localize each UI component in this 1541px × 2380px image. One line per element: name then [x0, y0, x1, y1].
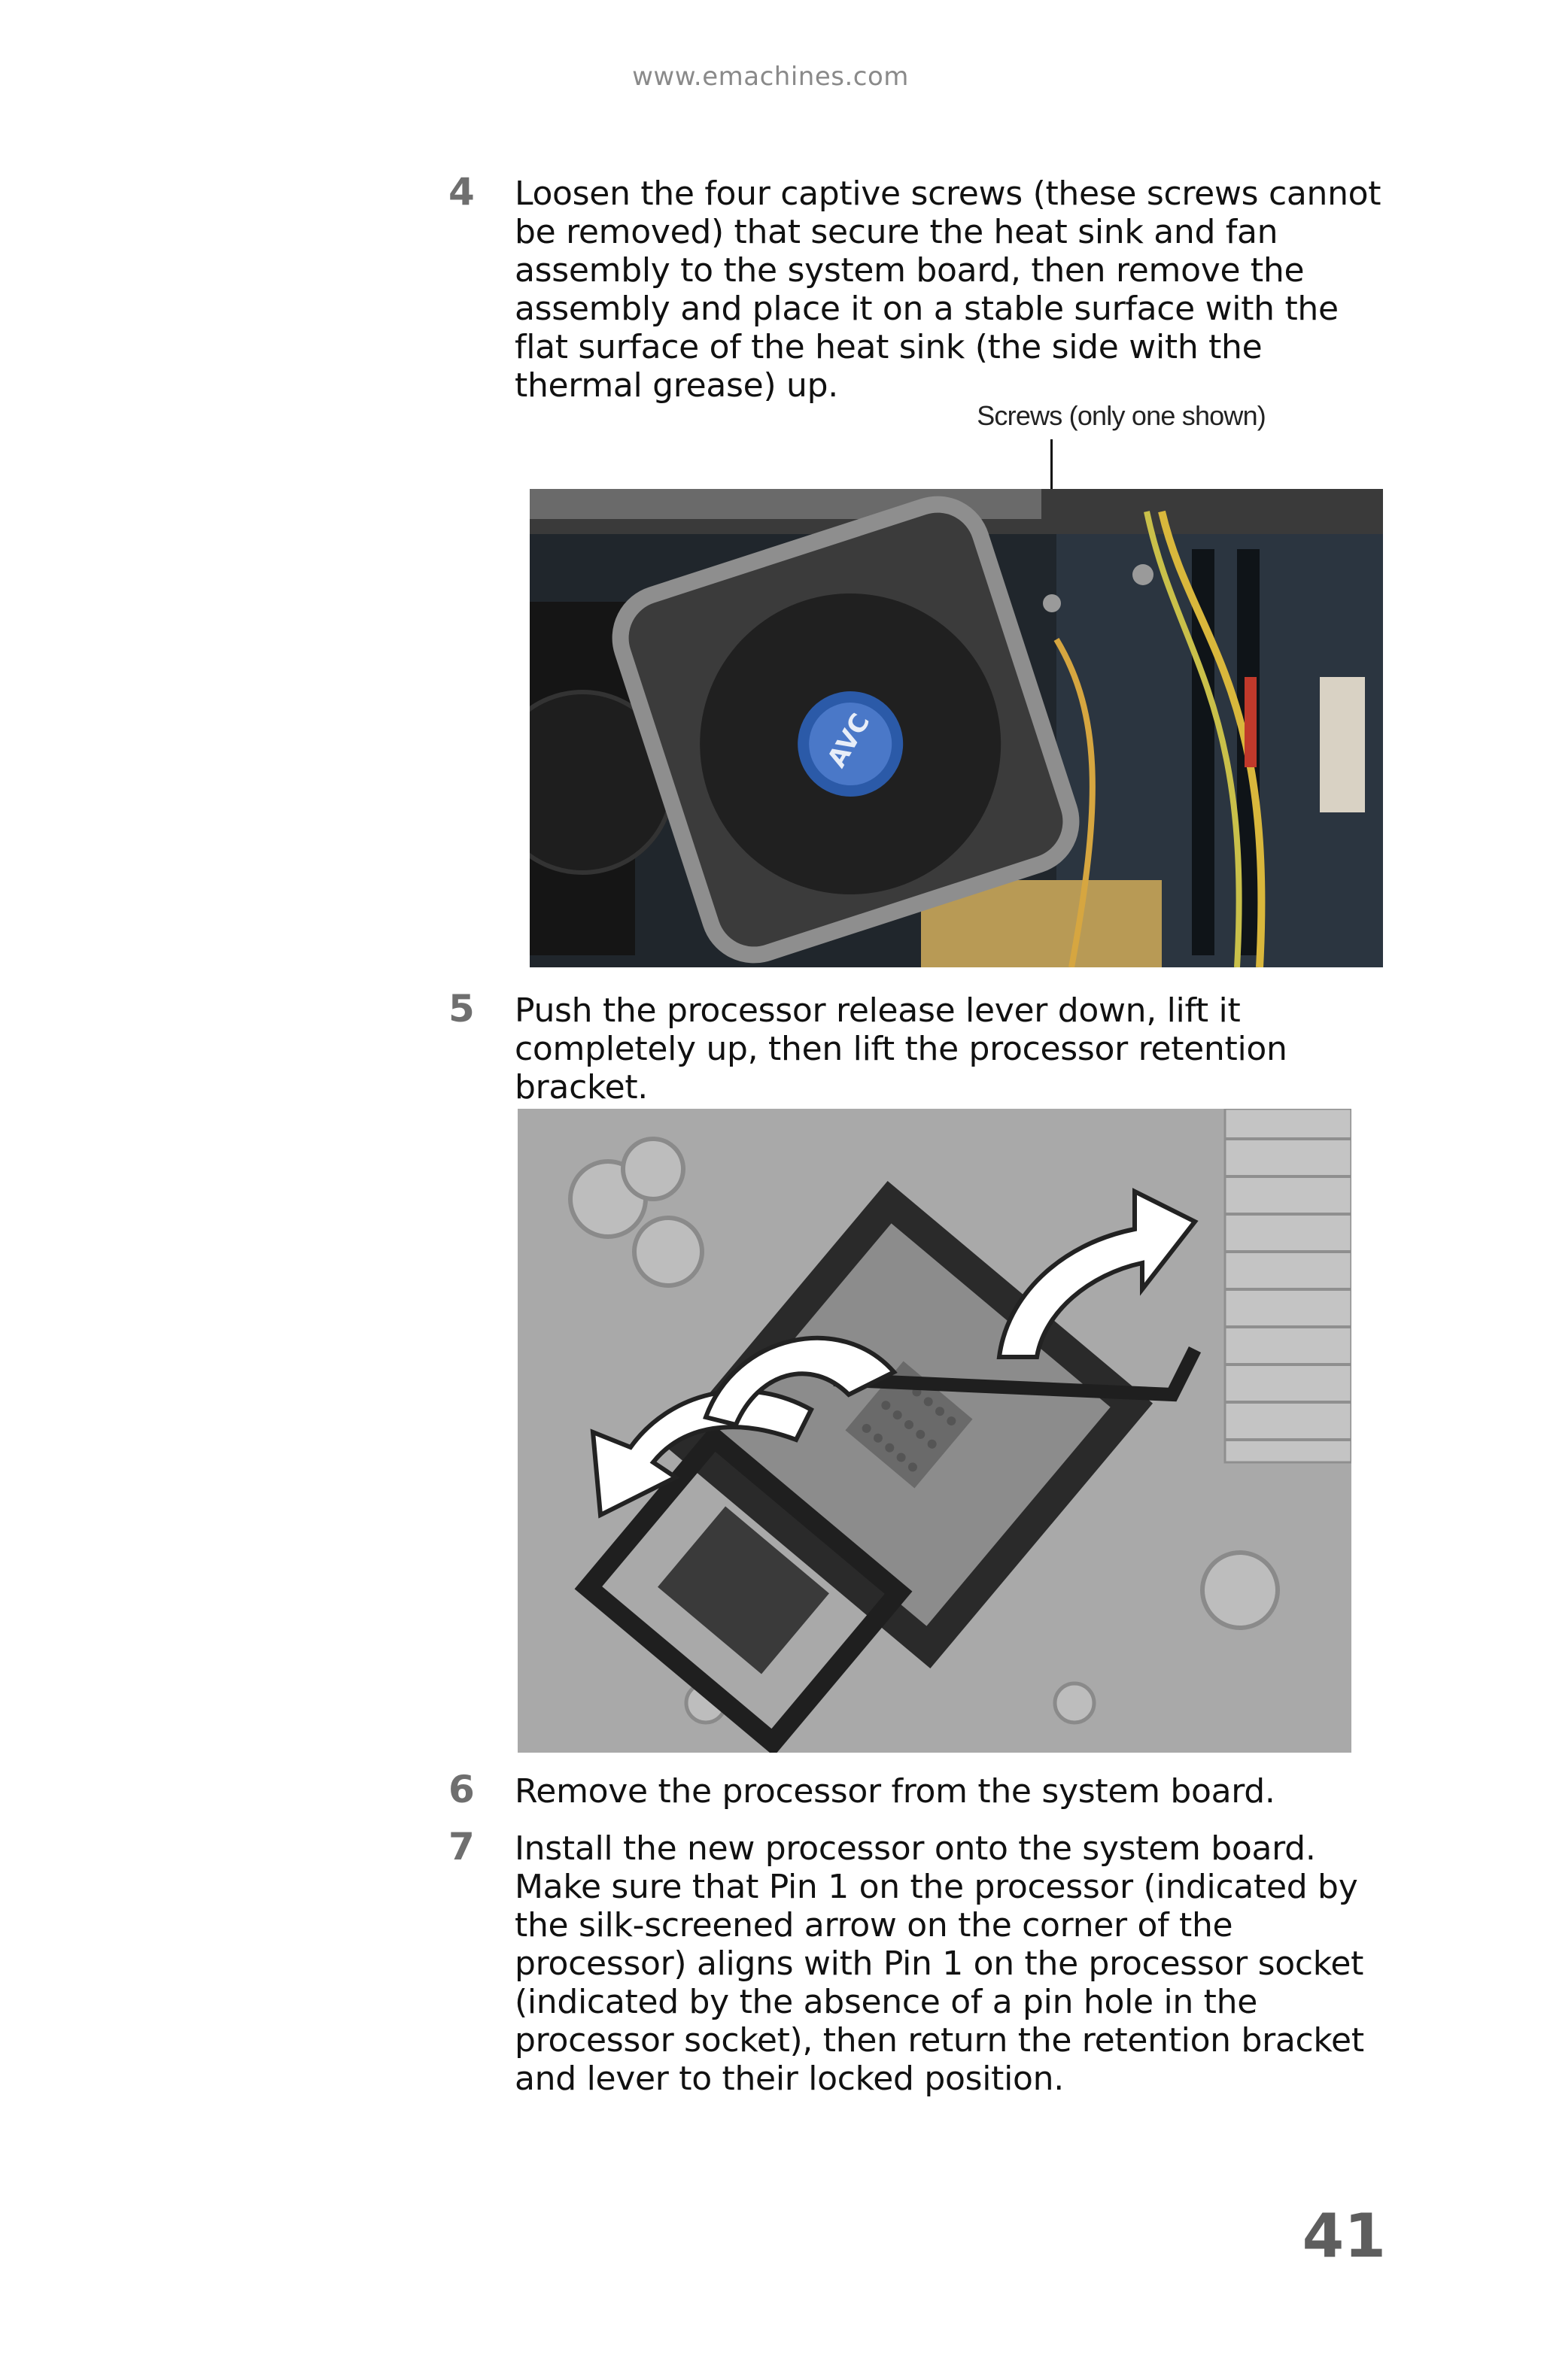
figure-callout-label: Screws (only one shown)	[977, 400, 1266, 431]
processor-socket-illustration	[518, 1109, 1351, 1753]
step-number: 6	[448, 1768, 475, 1811]
processor-socket-photo	[518, 1109, 1351, 1753]
heatsink-fan-photo	[530, 489, 1383, 967]
step-text: Push the processor release lever down, lift it completely up, then lift the processor retention bracket.	[515, 991, 1287, 1107]
step-number: 4	[448, 170, 475, 214]
page-number: 41	[1302, 2201, 1386, 2271]
header-url: www.emachines.com	[632, 62, 909, 92]
step-number: 7	[448, 1825, 475, 1868]
step-text: Install the new processor onto the system board. Make sure that Pin 1 on the processor (indicated by the silk-screened arrow on the corner of the processor) aligns with Pin 1 on the processor socket (indicated by the absence of a pin hole in the processor socket), then return the retention bracket and lever to their locked position.	[515, 1829, 1364, 2098]
step-text: Loosen the four captive screws (these screws cannot be removed) that secure the heat sink and fan assembly to the system board, then remove the assembly and place it on a stable surface with the flat surface of the heat sink (the side with the thermal grease) up.	[515, 175, 1381, 405]
step-number: 5	[448, 987, 475, 1031]
heatsink-fan-illustration	[530, 489, 1383, 967]
fan-logo-label: AVC	[821, 708, 877, 773]
step-text: Remove the processor from the system board.	[515, 1772, 1275, 1811]
